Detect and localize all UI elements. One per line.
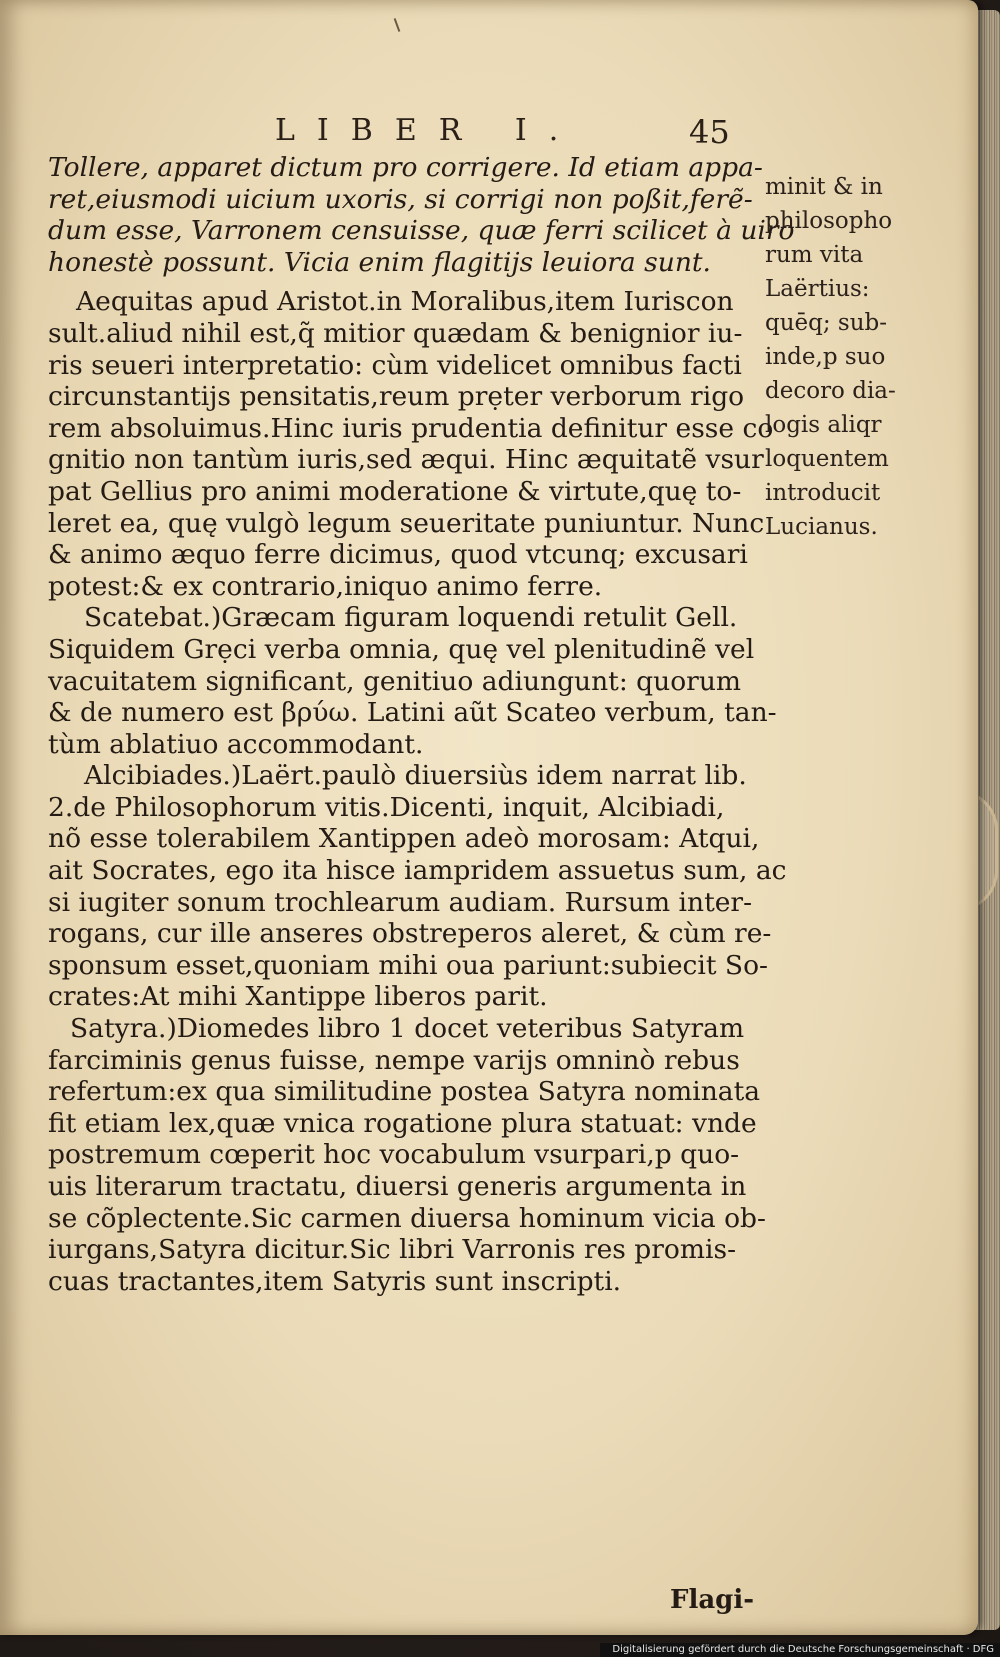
margin-line: logis aliqr <box>765 412 882 438</box>
margin-note <box>765 170 915 544</box>
text-line: sponsum esset,quoniam mihi oua pariunt:subiecit So- <box>48 949 768 981</box>
margin-line: inde,p suo <box>765 344 886 370</box>
text-line: rem absoluimus.Hinc iuris prudentia definitur esse co <box>48 412 774 444</box>
margin-line: minit & in <box>765 174 883 200</box>
paragraph-alcibiades <box>48 760 787 1013</box>
margin-line: quēq; sub- <box>765 310 888 336</box>
text-line: leret ea, quę vulgò legum seueritate puniuntur. Nunc <box>48 507 765 539</box>
text-line: nõ esse tolerabilem Xantippen adeò morosam: Atqui, <box>48 823 760 855</box>
running-head: LIBER I. <box>275 113 581 148</box>
body-text <box>48 152 795 1297</box>
italic-passage <box>48 152 795 278</box>
text-line: Tollere, apparet dictum pro corrigere. Id etiam appa- <box>48 152 763 183</box>
text-line: postremum cœperit hoc vocabulum vsurpari,p quo- <box>48 1139 740 1171</box>
text-line: 2.de Philosophorum vitis.Dicenti, inquit, Alcibiadi, <box>48 791 725 823</box>
text-line: Aequitas apud Aristot.in Moralibus,item Iuriscon <box>76 286 734 318</box>
text-line: potest:& ex contrario,iniquo animo ferre. <box>48 570 603 602</box>
text-line: ait Socrates, ego ita hisce iampridem assuetus sum, ac <box>48 855 787 887</box>
text-line: & de numero est βρύω. Latini aũt Scateo verbum, tan- <box>48 697 777 729</box>
text-line: crates:At mihi Xantippe liberos parit. <box>48 981 548 1013</box>
text-line: Satyra.)Diomedes libro 1 docet veteribus Satyram <box>70 1013 745 1045</box>
text-line: fit etiam lex,quæ vnica rogatione plura statuat: vnde <box>48 1107 757 1139</box>
paragraph-satyra <box>48 1013 766 1297</box>
text-line: sult.aliud nihil est,q̃ mitior quædam & benignior iu- <box>48 317 743 349</box>
text-line: pat Gellius pro animi moderatione & virtute,quę to- <box>48 475 742 507</box>
text-line: honestè possunt. Vicia enim flagitijs leuiora sunt. <box>48 246 711 278</box>
margin-line: philosopho <box>765 208 893 234</box>
text-line: refertum:ex qua similitudine postea Satyra nominata <box>48 1076 761 1108</box>
text-line: Scatebat.)Græcam figuram loquendi retulit Gell. <box>84 602 738 634</box>
margin-line: introducit <box>765 480 881 506</box>
text-line: gnitio non tantùm iuris,sed æqui. Hinc æquitatẽ vsur <box>48 444 764 476</box>
text-line: vacuitatem significant, genitiuo adiungunt: quorum <box>48 665 742 697</box>
margin-line: Laërtius: <box>765 276 870 302</box>
text-line: dum esse, Varronem censuisse, quæ ferri scilicet à uiro <box>48 215 795 247</box>
ink-mark <box>394 18 401 32</box>
text-line: si iugiter sonum trochlearum audiam. Rursum inter- <box>48 886 753 918</box>
text-line: cuas tractantes,item Satyris sunt inscripti. <box>48 1265 622 1297</box>
catchword: Flagi- <box>670 1585 755 1615</box>
margin-line: decoro dia- <box>765 378 896 404</box>
text-line: circunstantijs pensitatis,reum prẹter verborum rigo <box>48 381 745 413</box>
paragraph-aequitas <box>48 286 774 602</box>
text-line: & animo æquo ferre dicimus, quod vtcunq; excusari <box>48 539 748 571</box>
text-line: se cõplectente.Sic carmen diuersa hominum vicia ob- <box>48 1202 766 1234</box>
margin-line: loquentem <box>765 446 889 472</box>
text-line: tùm ablatiuo accommodant. <box>48 728 424 760</box>
text-line: rogans, cur ille anseres obstreperos aleret, & cùm re- <box>48 918 772 950</box>
text-line: ret,eiusmodi uicium uxoris, si corrigi non poßit,ferẽ- <box>48 183 753 215</box>
text-line: uis literarum tractatu, diuersi generis argumenta in <box>48 1171 747 1202</box>
margin-line: Lucianus. <box>765 514 878 540</box>
text-line: Siquidem Grẹci verba omnia, quę vel plenitudinẽ vel <box>48 633 755 665</box>
text-line: iurgans,Satyra dicitur.Sic libri Varronis res promis- <box>48 1234 737 1266</box>
margin-line: rum vita <box>765 242 864 268</box>
text-line: Alcibiades.)Laërt.paulò diuersiùs idem narrat lib. <box>84 760 747 792</box>
text-line: farciminis genus fuisse, nempe varijs omninò rebus <box>48 1044 740 1076</box>
page-number: 45 <box>689 113 730 151</box>
digitization-credit: Digitalisierung gefördert durch die Deutsche Forschungsgemeinschaft · DFG <box>600 1643 1000 1657</box>
page-header <box>275 113 775 153</box>
text-line: ris seueri interpretatio: cùm videlicet omnibus facti <box>48 349 742 381</box>
paragraph-scatebat <box>48 602 777 760</box>
